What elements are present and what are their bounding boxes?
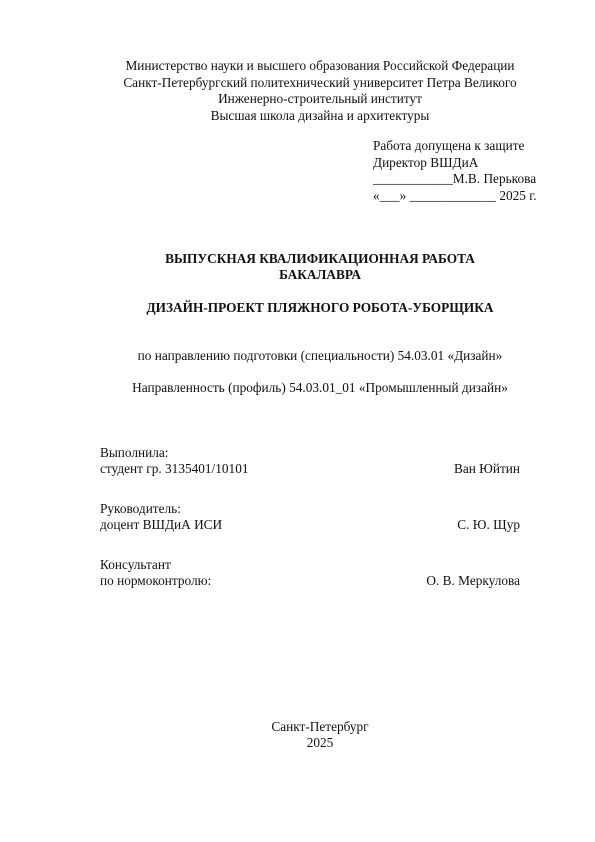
approval-block bbox=[373, 138, 537, 205]
approval-line-3: ____________М.В. Перькова bbox=[373, 171, 537, 187]
organization-header bbox=[0, 58, 595, 124]
consultant-role: Консультант bbox=[100, 557, 171, 572]
ministry-line: Министерство науки и высшего образования Российской Федерации bbox=[125, 58, 515, 73]
supervisor-name: С. Ю. Щур bbox=[457, 517, 520, 532]
approval-line-2: Директор ВШДиА bbox=[373, 154, 479, 170]
supervisor-row bbox=[100, 517, 520, 534]
author-role: Выполнила: bbox=[100, 445, 169, 460]
year-line: 2025 bbox=[306, 735, 334, 750]
author-row bbox=[100, 461, 520, 478]
topic-title: ДИЗАЙН-ПРОЕКТ ПЛЯЖНОГО РОБОТА-УБОРЩИКА bbox=[146, 300, 494, 315]
consultant-row bbox=[100, 573, 520, 590]
city-line: Санкт-Петербург bbox=[271, 719, 369, 734]
work-type-title: ВЫПУСКНАЯ КВАЛИФИКАЦИОННАЯ РАБОТА bbox=[165, 251, 475, 266]
consultant-area: по нормоконтролю: bbox=[100, 573, 212, 588]
author-group: студент гр. 3135401/10101 bbox=[100, 461, 249, 476]
degree-title: БАКАЛАВРА bbox=[279, 267, 361, 282]
approval-line-4: «___» _____________ 2025 г. bbox=[373, 188, 537, 204]
supervisor-position: доцент ВШДиА ИСИ bbox=[100, 517, 223, 532]
supervisor-role: Руководитель: bbox=[100, 501, 181, 516]
consultant-name: О. В. Меркулова bbox=[426, 573, 520, 588]
school-line: Высшая школа дизайна и архитектуры bbox=[210, 107, 430, 123]
speciality-line: по направлению подготовки (специальности) 54.03.01 «Дизайн» bbox=[137, 348, 503, 363]
institute-line: Инженерно-строительный институт bbox=[218, 91, 422, 106]
profile-line: Направленность (профиль) 54.03.01_01 «Промышленный дизайн» bbox=[132, 380, 508, 395]
approval-line-1: Работа допущена к защите bbox=[373, 138, 525, 153]
author-name: Ван Юйтин bbox=[453, 461, 520, 476]
university-line: Санкт-Петербургский политехнический университет Петра Великого bbox=[123, 74, 517, 90]
